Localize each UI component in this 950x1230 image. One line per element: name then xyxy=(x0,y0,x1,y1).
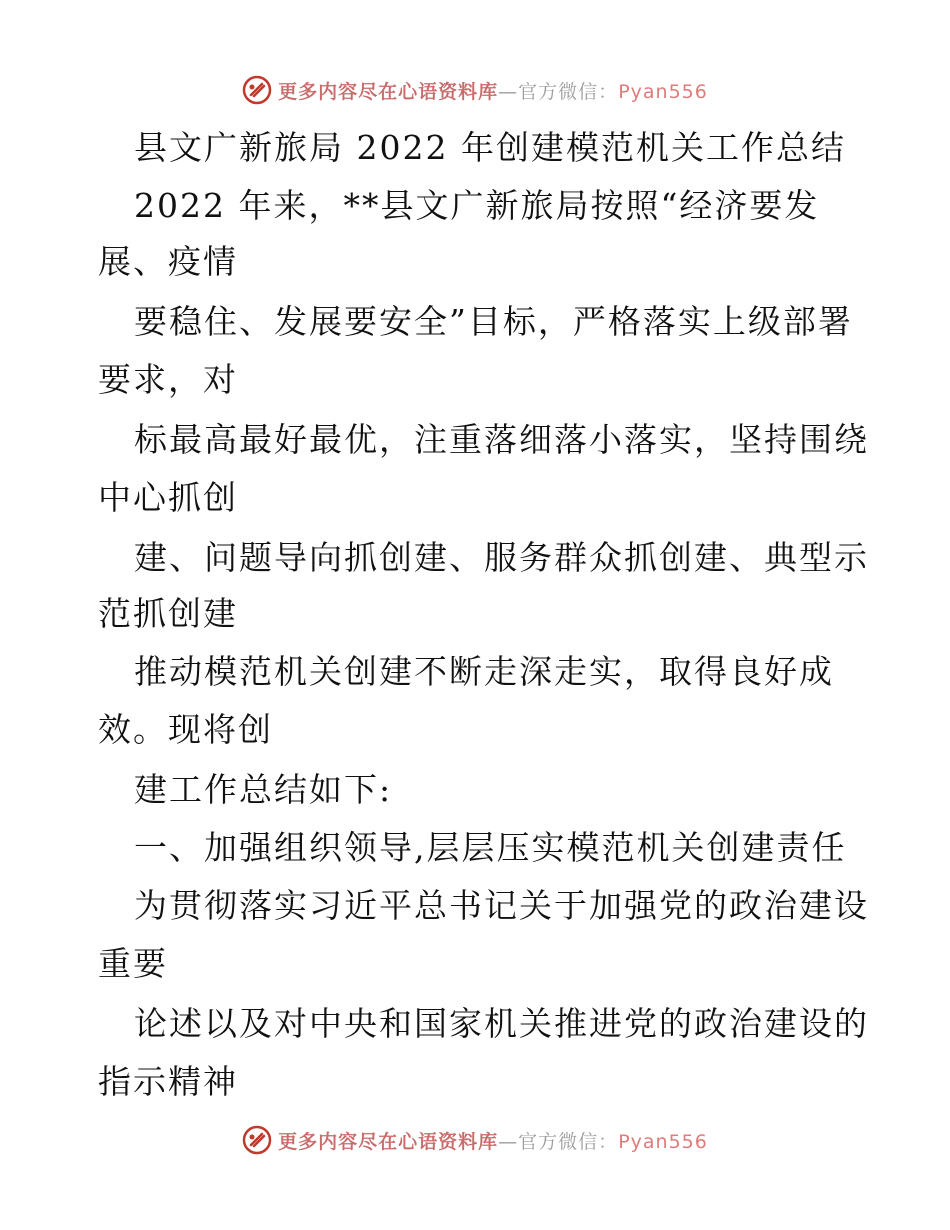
banner-account: Pyan556 xyxy=(618,1130,708,1153)
text-line: 指示精神 xyxy=(98,1062,238,1101)
banner-text xyxy=(278,77,708,104)
text-line: 建、问题导向抓创建、服务群众抓创建、典型示 xyxy=(134,538,869,577)
text-line: 效。现将创 xyxy=(98,710,273,749)
stamp-logo-icon xyxy=(242,1125,272,1155)
text-line: 建工作总结如下: xyxy=(134,770,393,809)
banner-official: 官方微信： xyxy=(518,80,619,103)
stamp-logo-icon xyxy=(242,75,272,105)
text-line: 重要 xyxy=(98,944,168,983)
header-watermark-banner xyxy=(0,72,950,108)
banner-prefix: 更多内容尽在心语资料库 xyxy=(278,1130,499,1153)
text-line: 标最高最好最优，注重落细落小落实，坚持围绕 xyxy=(134,420,869,459)
banner-account: Pyan556 xyxy=(618,80,708,103)
text-line: 展、疫情 xyxy=(98,242,238,281)
section-heading: 一、加强组织领导,层层压实模范机关创建责任 xyxy=(134,828,847,867)
text-line: 为贯彻落实习近平总书记关于加强党的政治建设 xyxy=(134,886,869,925)
document-title: 县文广新旅局 2022 年创建模范机关工作总结 xyxy=(134,128,846,167)
text-line: 要求，对 xyxy=(98,360,238,399)
text-line: 范抓创建 xyxy=(98,594,238,633)
banner-prefix: 更多内容尽在心语资料库 xyxy=(278,80,499,103)
text-line: 推动模范机关创建不断走深走实，取得良好成 xyxy=(134,652,834,691)
text-line: 2022 年来，**县文广新旅局按照“经济要发 xyxy=(134,186,820,225)
banner-official: 官方微信： xyxy=(518,1130,619,1153)
banner-text xyxy=(278,1127,708,1154)
text-line: 论述以及对中央和国家机关推进党的政治建设的 xyxy=(134,1004,869,1043)
text-line: 要稳住、发展要安全”目标，严格落实上级部署 xyxy=(134,302,853,341)
text-line: 中心抓创 xyxy=(98,478,238,517)
banner-separator: — xyxy=(498,1130,519,1153)
banner-separator: — xyxy=(498,80,519,103)
footer-watermark-banner xyxy=(0,1122,950,1158)
